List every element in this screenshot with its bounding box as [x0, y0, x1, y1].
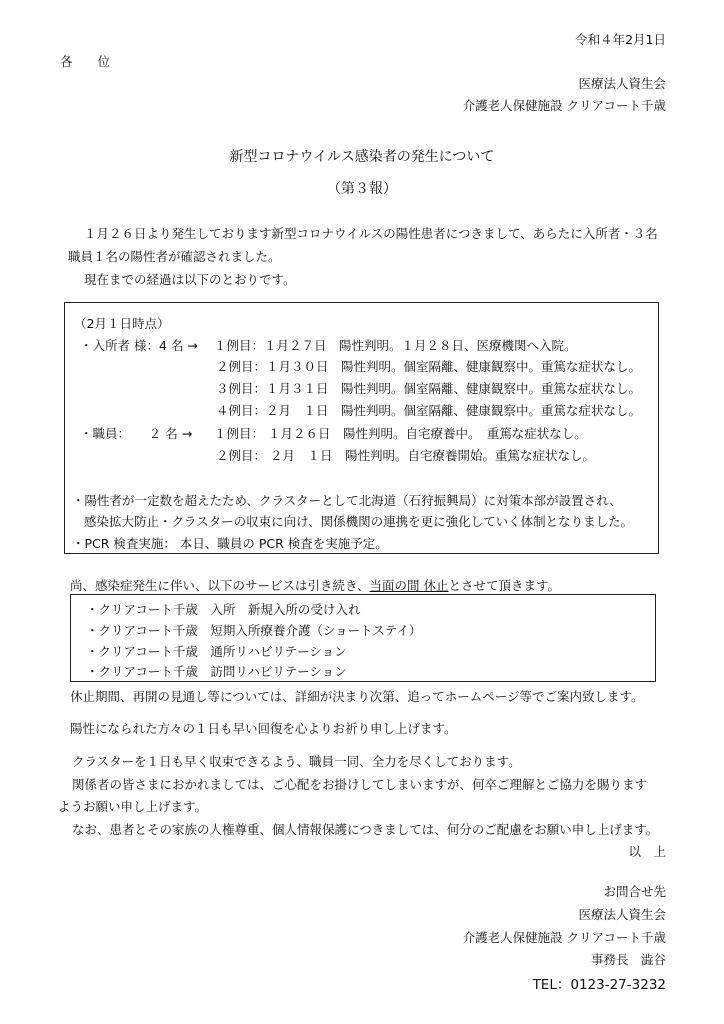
- intro-line-1: １月２６日より発生しております新型コロナウイルスの陽性患者につきまして、あらたに入所者・３名: [84, 226, 658, 241]
- service-item: ・クリアコート千歳 入所 新規入所の受け入れ: [86, 602, 361, 617]
- staff-case-1: １例目： １月２６日 陽性判明。自宅療養中。 重篤な症状なし。: [214, 426, 587, 441]
- recipient: 各 位: [60, 54, 111, 69]
- resident-case-4: ４例目：２月 １日 陽性判明。個室隔離、健康観察中。重篤な症状なし。: [216, 403, 642, 418]
- closing-line-2: 関係者の皆さまにおかれましては、ご心配をお掛けしてしまいますが、何卒ご理解とご協力を賜ります: [72, 777, 648, 792]
- intro-line-3: 現在までの経過は以下のとおりです。: [84, 272, 296, 287]
- suspension-note: 休止期間、再開の見通し等については、詳細が決まり次第、追ってホームページ等でご案内致します。: [70, 689, 644, 704]
- services-intro-underlined: 当面の間 休止: [369, 578, 449, 593]
- services-intro-before: 尚、感染症発生に伴い、以下のサービスは引き続き、: [70, 578, 370, 593]
- contact-facility: 介護老人保健施設 クリアコート千歳: [462, 930, 666, 945]
- intro-line-2: 職員１名の陽性者が確認されました。: [68, 249, 281, 264]
- contact-tel: TEL：0123-27-3232: [532, 977, 666, 993]
- sender-facility: 介護老人保健施設 クリアコート千歳: [462, 98, 666, 113]
- closing-end: 以 上: [628, 844, 666, 859]
- document-title: 新型コロナウイルス感染者の発生について: [229, 149, 495, 165]
- closing-line-4: なお、患者とその家族の人権尊重、個人情報保護につきましては、何分のご配慮をお願い申し上げます。: [72, 822, 659, 837]
- document-date: 令和４年2月1日: [575, 32, 666, 47]
- resident-case-1: １例目：１月２７日 陽性判明。１月２８日、医療機関へ入院。: [214, 338, 577, 353]
- recovery-wish: 陽性になられた方々の１日も早い回復を心よりお祈り申し上げます。: [70, 721, 457, 736]
- contact-person: 事務長 澁谷: [590, 952, 666, 967]
- status-as-of: （2月１日時点）: [74, 316, 170, 331]
- service-item: ・クリアコート千歳 短期入所療養介護（ショートステイ）: [86, 623, 422, 638]
- services-intro: [70, 576, 560, 594]
- service-item: ・クリアコート千歳 通所リハビリテーション: [86, 644, 347, 659]
- contact-label: お問合せ先: [603, 884, 666, 899]
- contact-org: 医療法人資生会: [578, 907, 666, 922]
- service-item: ・クリアコート千歳 訪問リハビリテーション: [86, 664, 347, 679]
- sender-org: 医療法人資生会: [578, 76, 666, 91]
- resident-case-3: ３例目：１月３１日 陽性判明。個室隔離、健康観察中。重篤な症状なし。: [216, 381, 642, 396]
- services-intro-after: とさせて頂きます。: [448, 578, 561, 593]
- closing-line-3: ようお願い申し上げます。: [58, 799, 208, 814]
- note-pcr: ・PCR 検査実施： 本日、職員の PCR 検査を実施予定。: [72, 536, 388, 551]
- resident-case-2: ２例目：１月３０日 陽性判明。個室隔離、健康観察中。重篤な症状なし。: [216, 359, 642, 374]
- residents-heading: ・入所者 様：4 名 →: [80, 338, 198, 353]
- note-cluster-line-1: ・陽性者が一定数を超えたため、クラスターとして北海道（石狩振興局）に対策本部が設置され、: [72, 493, 622, 508]
- document-subtitle: （第３報）: [327, 181, 397, 197]
- note-cluster-line-2: 感染拡大防止・クラスターの収束に向け、関係機関の連携を更に強化していく体制となりました。: [84, 514, 634, 529]
- staff-heading: ・職員： ２ 名 →: [80, 426, 193, 441]
- staff-case-2: ２例目： ２月 １日 陽性判明。自宅療養開始。重篤な症状なし。: [216, 448, 595, 463]
- closing-line-1: クラスターを１日も早く収束できるよう、職員一同、全力を尽くしております。: [72, 754, 521, 769]
